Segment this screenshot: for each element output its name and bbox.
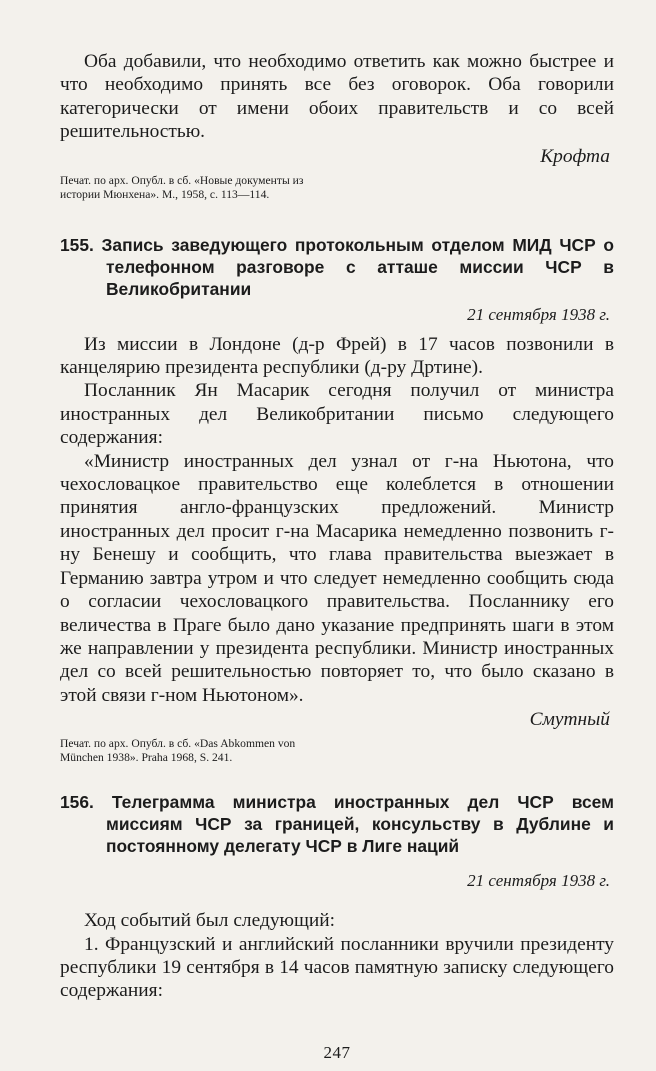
document-155-heading: 155. Запись заведующего протокольным отделом МИД ЧСР о телефонном разговоре с атташе миссии ЧСР в Великобритании	[60, 234, 614, 299]
document-156-heading: 156. Телеграмма министра иностранных дел ЧСР всем миссиям ЧСР за границей, консульству в Дублине и постоянному делегату ЧСР в Лиге наций	[60, 792, 614, 857]
signature-smutny: Смутный	[529, 709, 610, 731]
continuation-paragraph: Оба добавили, что необходимо ответить как можно быстрее и что необходимо принять все без оговорок. Оба говорили категорически от имени обоих правительств и со всей решительностью.	[60, 51, 614, 143]
page-number: 247	[323, 1042, 351, 1062]
document-155-body	[60, 333, 614, 708]
document-155-date: 21 сентября 1938 г.	[467, 304, 610, 324]
document-156-date: 21 сентября 1938 г.	[467, 871, 610, 891]
document-156-paragraph-2: 1. Французский и английский посланники вручили президенту республики 19 сентября в 14 часов памятную записку следующего содержания:	[60, 933, 614, 1002]
document-156-paragraph-1: Ход событий был следующий:	[84, 910, 336, 932]
document-155-paragraph-3: «Министр иностранных дел узнал от г-на Ньютона, что чехословацкое правительство еще колеблется в отношении принятия англо-французских предложений. Министр иностранных дел просит г-на Масарика немедленно позвонить г-ну Бенешу и сообщить, что глава правительства выезжает в Германию завтра утром и что следует немедленно сообщить сюда о согласии чехословацкого правительства. Посланнику его величества в Праге было дано указание предпринять шаги в этом же направлении у президента республики. Министр иностранных дел со всей решительностью повторяет то, что было сказано в этой связи г-ном Ньютоном».	[60, 450, 614, 706]
document-155-paragraph-1: Из миссии в Лондоне (д-р Фрей) в 17 часов позвонили в канцелярию президента республики (д-ру Дртине).	[60, 333, 614, 379]
source-note: Печат. по арх. Опубл. в сб. «Новые документы из истории Мюнхена». М., 1958, с. 113—114.	[60, 173, 304, 201]
source-note-155: Печат. по арх. Опубл. в сб. «Das Abkommen von München 1938». Praha 1968, S. 241.	[60, 737, 296, 765]
signature-krofta: Крофта	[540, 145, 610, 167]
document-156-body	[60, 909, 614, 1003]
document-155-paragraph-2: Посланник Ян Масарик сегодня получил от министра иностранных дел Великобритании письмо следующего содержания:	[60, 380, 614, 449]
